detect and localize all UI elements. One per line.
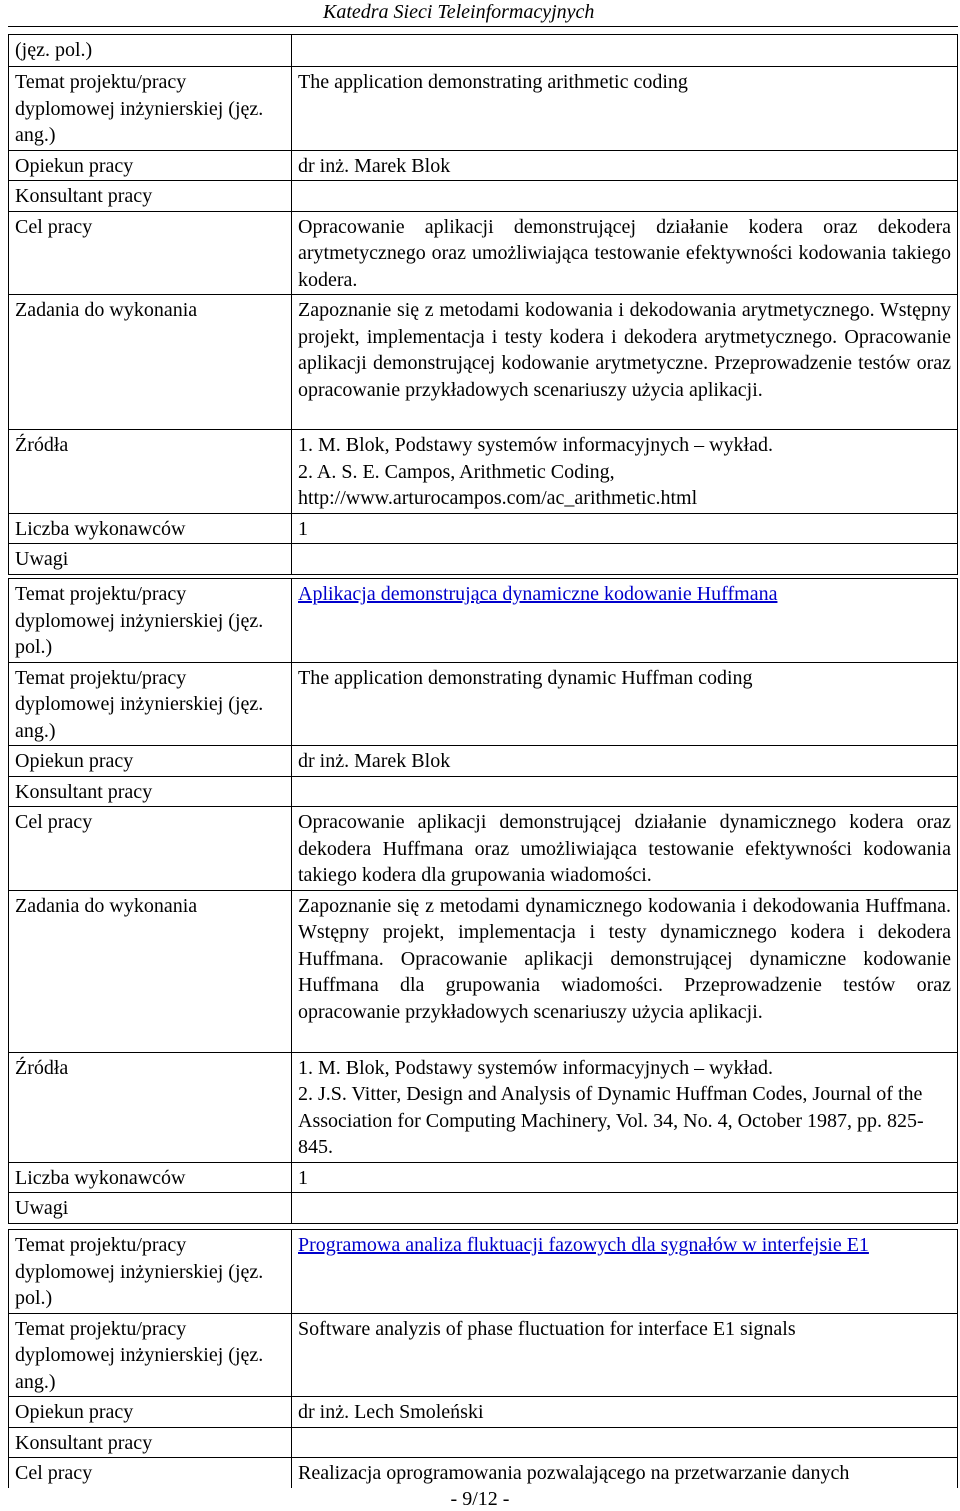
title-pol xyxy=(292,1230,958,1314)
label-uwagi: Uwagi xyxy=(9,1193,292,1224)
zrodla-item-2: 2. A. S. E. Campos, Arithmetic Coding, xyxy=(298,460,615,483)
zrodla xyxy=(292,1052,958,1162)
title-pol xyxy=(292,579,958,663)
label-zadania: Zadania do wykonania xyxy=(9,890,292,1052)
zadania: Zapoznanie się z metodami dynamicznego kodowania i dekodowania Huffmana. Wstępny projekt, implementacja i testy dynamicznego kodera i dekodera Huffmana. Opracowanie aplikacji demonstrującej dynamiczne kodowanie Huffmana dla grupowania wiadomości. Przeprowadzenie testów oraz opracowanie przykładowych scenariuszy użycia aplikacji. xyxy=(292,890,958,1052)
title-ang: The application demonstrating dynamic Huffman coding xyxy=(292,662,958,746)
zrodla-item-2: 2. J.S. Vitter, Design and Analysis of Dynamic Huffman Codes, Journal of the Association for Computing Machinery, Vol. 34, No. 4, October 1987, pp. 825-845. xyxy=(298,1083,924,1158)
title-pol-link[interactable]: Aplikacja demonstrująca dynamiczne kodowanie Huffmana xyxy=(298,583,778,605)
opiekun: dr inż. Marek Blok xyxy=(292,150,958,181)
opiekun: dr inż. Lech Smoleński xyxy=(292,1397,958,1428)
label-zadania: Zadania do wykonania xyxy=(9,295,292,430)
label-cel: Cel pracy xyxy=(9,211,292,295)
label-uwagi: Uwagi xyxy=(9,544,292,575)
label-title-ang: Temat projektu/pracy dyplomowej inżynierskiej (jęz. ang.) xyxy=(9,662,292,746)
label-opiekun: Opiekun pracy xyxy=(9,746,292,777)
label-konsultant: Konsultant pracy xyxy=(9,1427,292,1458)
label-title-ang: Temat projektu/pracy dyplomowej inżynierskiej (jęz. ang.) xyxy=(9,1313,292,1397)
uwagi xyxy=(292,544,958,575)
opiekun: dr inż. Marek Blok xyxy=(292,746,958,777)
label-title-pol: Temat projektu/pracy dyplomowej inżynierskiej (jęz. pol.) xyxy=(9,579,292,663)
title-ang: Software analyzis of phase fluctuation for interface E1 signals xyxy=(292,1313,958,1397)
label-cel: Cel pracy xyxy=(9,1458,292,1488)
zrodla-item-1: 1. M. Blok, Podstawy systemów informacyjnych – wykład. xyxy=(298,1056,773,1079)
label-zrodla: Źródła xyxy=(9,430,292,514)
label-cel: Cel pracy xyxy=(9,807,292,891)
label-title-pol: Temat projektu/pracy dyplomowej inżynierskiej (jęz. pol.) xyxy=(9,1230,292,1314)
cel: Opracowanie aplikacji demonstrującej działanie dynamicznego kodera oraz dekodera Huffmana oraz umożliwiająca testowanie efektywności kodowania takiego kodera dla grupowania wiadomości. xyxy=(292,807,958,891)
liczba: 1 xyxy=(292,513,958,544)
zrodla-item-2-url: http://www.arturocampos.com/ac_arithmetic.html xyxy=(298,487,698,509)
label-opiekun: Opiekun pracy xyxy=(9,150,292,181)
project-table-3 xyxy=(8,1229,958,1488)
title-ang: The application demonstrating arithmetic coding xyxy=(292,67,958,151)
konsultant xyxy=(292,776,958,807)
cel: Opracowanie aplikacji demonstrującej działanie kodera oraz dekodera arytmetycznego oraz umożliwiająca testowanie efektywności kodowania takiego kodera. xyxy=(292,211,958,295)
konsultant xyxy=(292,1427,958,1458)
zrodla xyxy=(292,430,958,514)
uwagi xyxy=(292,1193,958,1224)
konsultant xyxy=(292,181,958,212)
project-table-1 xyxy=(8,34,958,575)
cel: Realizacja oprogramowania pozwalającego na przetwarzanie danych xyxy=(292,1458,958,1488)
title-pol-link[interactable]: Programowa analiza fluktuacji fazowych dla sygnałów w interfejsie E1 xyxy=(298,1234,869,1256)
page-number: - 9/12 - xyxy=(450,1488,510,1510)
label-konsultant: Konsultant pracy xyxy=(9,181,292,212)
label-liczba: Liczba wykonawców xyxy=(9,1162,292,1193)
zrodla-item-1: 1. M. Blok, Podstawy systemów informacyjnych – wykład. xyxy=(298,434,773,456)
label-opiekun: Opiekun pracy xyxy=(9,1397,292,1428)
zadania: Zapoznanie się z metodami kodowania i dekodowania arytmetycznego. Wstępny projekt, implementacja i testy kodera i dekodera arytmetycznego. Opracowanie aplikacji demonstrującej kodowanie arytmetyczne. Przeprowadzenie testów oraz opracowanie przykładowych scenariuszy użycia aplikacji. xyxy=(292,295,958,430)
liczba: 1 xyxy=(292,1162,958,1193)
project-table-2 xyxy=(8,578,958,1224)
label-zrodla: Źródła xyxy=(9,1052,292,1162)
label-liczba: Liczba wykonawców xyxy=(9,513,292,544)
header-rule xyxy=(8,26,958,27)
label-konsultant: Konsultant pracy xyxy=(9,776,292,807)
title-pol-cell xyxy=(292,35,958,67)
page-header: Katedra Sieci Teleinformacyjnych xyxy=(323,1,595,23)
label-title-pol: (jęz. pol.) xyxy=(9,35,292,67)
label-title-ang: Temat projektu/pracy dyplomowej inżynierskiej (jęz. ang.) xyxy=(9,67,292,151)
